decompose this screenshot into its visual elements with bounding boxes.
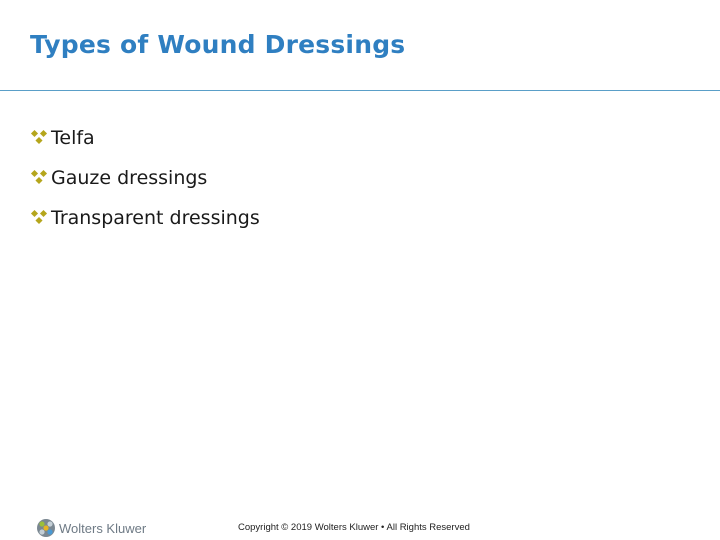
bullet-text: Telfa [51,127,95,149]
copyright-notice: Copyright © 2019 Wolters Kluwer • All Rights Reserved [238,522,470,533]
bullet-text: Transparent dressings [51,207,260,229]
bullet-item [30,118,260,158]
title-divider [0,90,720,91]
bullet-item [30,158,260,198]
slide-title: Types of Wound Dressings [30,30,406,59]
diamond-bullet-icon [30,169,48,187]
bullet-text: Gauze dressings [51,167,208,189]
logo-text: Wolters Kluwer [59,520,147,536]
diamond-bullet-icon [30,129,48,147]
diamond-bullet-icon [30,209,48,227]
bullet-list [30,118,260,238]
wolters-kluwer-logo [36,518,146,538]
logo-mark-icon [36,518,56,538]
bullet-item [30,198,260,238]
